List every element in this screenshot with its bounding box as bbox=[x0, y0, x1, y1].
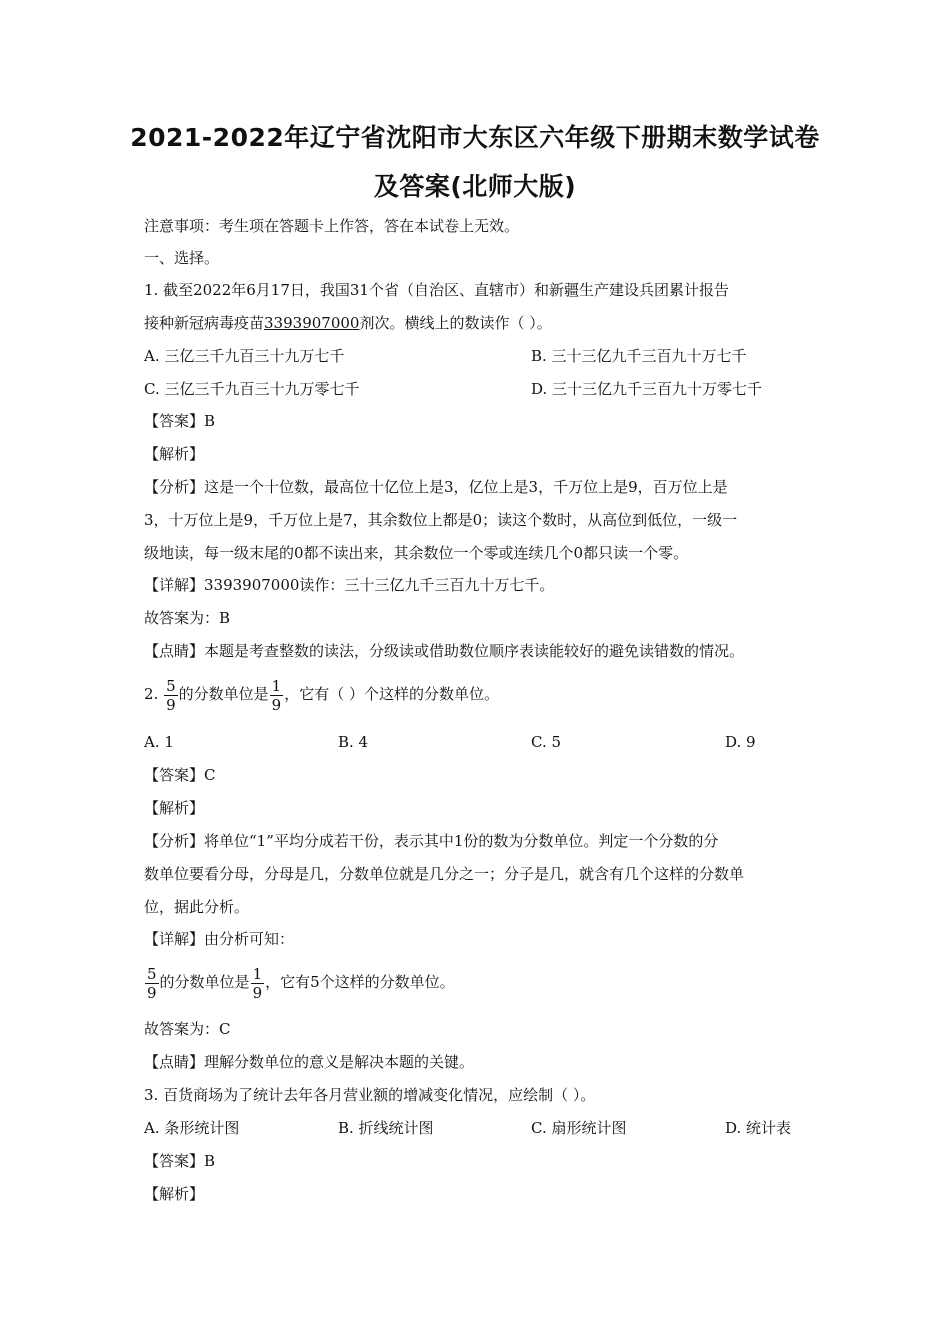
q1-detail: 【详解】3393907000读作：三十三亿九千三百九十万七千。 bbox=[144, 576, 555, 594]
q2-text1: 的分数单位是 bbox=[178, 685, 269, 703]
fraction-numerator: 5 bbox=[166, 676, 176, 695]
q3-jiexi: 【解析】 bbox=[144, 1185, 205, 1203]
q2-jiexi: 【解析】 bbox=[144, 799, 205, 817]
q3-option-a: A. 条形统计图 bbox=[144, 1119, 240, 1137]
q2-detail-text2: ，它有5个这样的分数单位。 bbox=[265, 973, 455, 991]
fraction-numerator: 5 bbox=[147, 964, 157, 983]
q1-analysis-line3: 级地读，每一级末尾的0都不读出来，其余数位一个零或连续几个0都只读一个零。 bbox=[144, 544, 689, 562]
fraction-denominator: 9 bbox=[166, 695, 176, 714]
q2-fraction-1-9 bbox=[270, 677, 284, 714]
q1-answer: 【答案】B bbox=[144, 412, 216, 430]
title-line-1: 2021-2022年辽宁省沈阳市大东区六年级下册期末数学试卷 bbox=[130, 123, 820, 152]
q2-option-b: B. 4 bbox=[338, 733, 369, 751]
q2-analysis-line3: 位，据此分析。 bbox=[144, 898, 250, 916]
q2-analysis-line1: 【分析】将单位“1”平均分成若干份，表示其中1份的数为分数单位。判定一个分数的分 bbox=[144, 832, 719, 850]
q2-analysis-line2: 数单位要看分母，分母是几，分数单位就是几分之一；分子是几，就含有几个这样的分数单 bbox=[144, 865, 745, 883]
q2-answer: 【答案】C bbox=[144, 766, 216, 784]
q1-option-c: C. 三亿三千九百三十九万零七千 bbox=[144, 380, 360, 398]
q3-option-d: D. 统计表 bbox=[725, 1119, 792, 1137]
q1-stem-line1: 1. 截至2022年6月17日，我国31个省（自治区、直辖市）和新疆生产建设兵团累计报告 bbox=[144, 281, 729, 299]
q1-point: 【点睛】本题是考查整数的读法，分级读或借助数位顺序表读能较好的避免读错数的情况。 bbox=[144, 642, 745, 660]
q2-detail-fraction-1-9 bbox=[251, 965, 265, 1002]
q2-detail: 【详解】由分析可知： bbox=[144, 930, 295, 948]
q2-option-a: A. 1 bbox=[144, 733, 174, 751]
fraction-denominator: 9 bbox=[271, 695, 282, 714]
fraction-denominator: 9 bbox=[252, 983, 263, 1002]
q2-option-d: D. 9 bbox=[725, 733, 756, 751]
q3-option-b: B. 折线统计图 bbox=[338, 1119, 434, 1137]
q3-answer: 【答案】B bbox=[144, 1152, 216, 1170]
q1-jiexi: 【解析】 bbox=[144, 445, 205, 463]
q1-stem-line2 bbox=[144, 312, 552, 334]
q2-option-c: C. 5 bbox=[531, 733, 562, 751]
fraction-numerator: 1 bbox=[252, 964, 263, 983]
section-heading: 一、选择。 bbox=[144, 249, 220, 267]
q2-stem bbox=[144, 674, 499, 714]
q1-option-b: B. 三十三亿九千三百九十万七千 bbox=[531, 347, 747, 365]
notice: 注意事项：考生项在答题卡上作答，答在本试卷上无效。 bbox=[144, 217, 520, 235]
fraction-denominator: 9 bbox=[147, 983, 157, 1002]
q3-option-c: C. 扇形统计图 bbox=[531, 1119, 627, 1137]
fraction-numerator: 1 bbox=[271, 676, 282, 695]
q2-detail-text1: 的分数单位是 bbox=[159, 973, 250, 991]
q1-option-a: A. 三亿三千九百三十九万七千 bbox=[144, 347, 345, 365]
q1-stem-pre: 接种新冠病毒疫苗 bbox=[144, 314, 265, 332]
q1-option-d: D. 三十三亿九千三百九十万零七千 bbox=[531, 380, 763, 398]
q3-stem: 3. 百货商场为了统计去年各月营业额的增减变化情况，应绘制（ ）。 bbox=[144, 1086, 596, 1104]
q2-detail-fraction-5-9 bbox=[145, 965, 159, 1002]
q1-analysis-line2: 3，十万位上是9，千万位上是7，其余数位上都是0；读这个数时，从高位到低位，一级一 bbox=[144, 511, 738, 529]
q2-conclusion: 故答案为：C bbox=[144, 1020, 231, 1038]
title-line-2: 及答案(北师大版) bbox=[373, 172, 577, 201]
q2-text2: ，它有（ ）个这样的分数单位。 bbox=[284, 685, 499, 703]
q1-analysis-line1: 【分析】这是一个十位数，最高位十亿位上是3，亿位上是3，千万位上是9，百万位上是 bbox=[144, 478, 728, 496]
q2-number: 2. bbox=[144, 685, 159, 703]
q1-underlined-number: 3393907000 bbox=[264, 314, 360, 332]
q2-point: 【点睛】理解分数单位的意义是解决本题的关键。 bbox=[144, 1053, 475, 1071]
q1-stem-post: 剂次。横线上的数读作（ ）。 bbox=[359, 314, 552, 332]
q1-conclusion: 故答案为：B bbox=[144, 609, 231, 627]
q2-fraction-5-9 bbox=[164, 677, 178, 714]
q2-detail-fraction-line bbox=[144, 962, 455, 1002]
